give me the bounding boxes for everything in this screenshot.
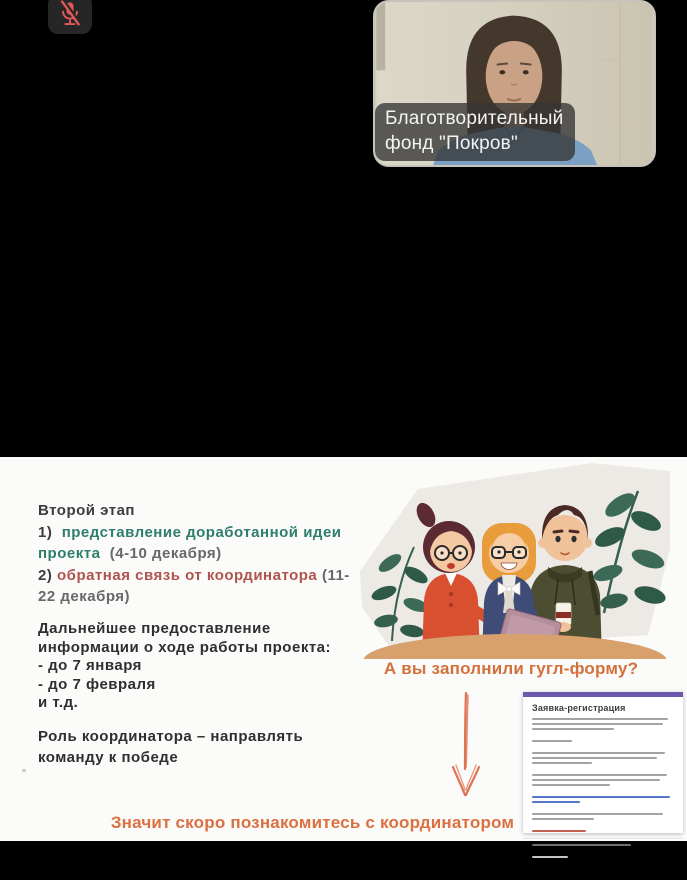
google-form-question: А вы заполнили гугл-форму?	[383, 659, 639, 678]
down-arrow-icon	[449, 691, 483, 801]
form-title: Заявка-регистрация	[532, 703, 626, 713]
participant-video-tile[interactable]	[373, 0, 656, 167]
microphone-muted-icon	[53, 0, 87, 30]
followup-line: - до 7 января	[38, 657, 142, 674]
participant-name-line2: фонд "Покров"	[385, 133, 518, 154]
stage-title: Второй этап	[38, 502, 135, 519]
role-line: Роль координатора – направлять	[38, 728, 304, 745]
stage-text-block	[38, 500, 350, 608]
stage-item-1-cont: проекта (4-10 декабря)	[38, 545, 222, 562]
screen-share-slide	[0, 457, 687, 841]
form-text-placeholder	[532, 718, 674, 858]
conclusion-text: Значит скоро познакомитесь с координатором	[110, 813, 515, 832]
role-line: команду к победе	[38, 749, 179, 766]
participant-name-line1: Благотворительный	[385, 108, 564, 129]
form-answer-placeholder	[532, 856, 568, 858]
followup-line: информации о ходе работы проекта:	[38, 638, 332, 656]
followup-line: Дальнейшее предоставление	[38, 620, 271, 637]
form-question-placeholder	[532, 844, 631, 846]
form-link-placeholder	[532, 796, 670, 798]
stage-item-1: 1) представление доработанной идеи	[38, 523, 342, 541]
stage-item-2-cont: 22 декабря)	[38, 588, 131, 605]
form-section-divider	[523, 838, 683, 839]
role-text-block	[38, 726, 303, 768]
followup-line: - до 7 февраля	[38, 675, 156, 693]
team-illustration	[352, 463, 670, 659]
followup-line: и т.д.	[38, 694, 79, 711]
form-link-placeholder	[532, 801, 580, 803]
followup-text-block	[38, 620, 331, 713]
google-form-preview	[523, 692, 683, 833]
participant-name-label	[375, 103, 575, 161]
stray-mark	[22, 769, 26, 772]
stage-item-2: 2) обратная связь от координатора (11-	[38, 566, 350, 584]
mute-microphone-button[interactable]	[48, 0, 92, 34]
